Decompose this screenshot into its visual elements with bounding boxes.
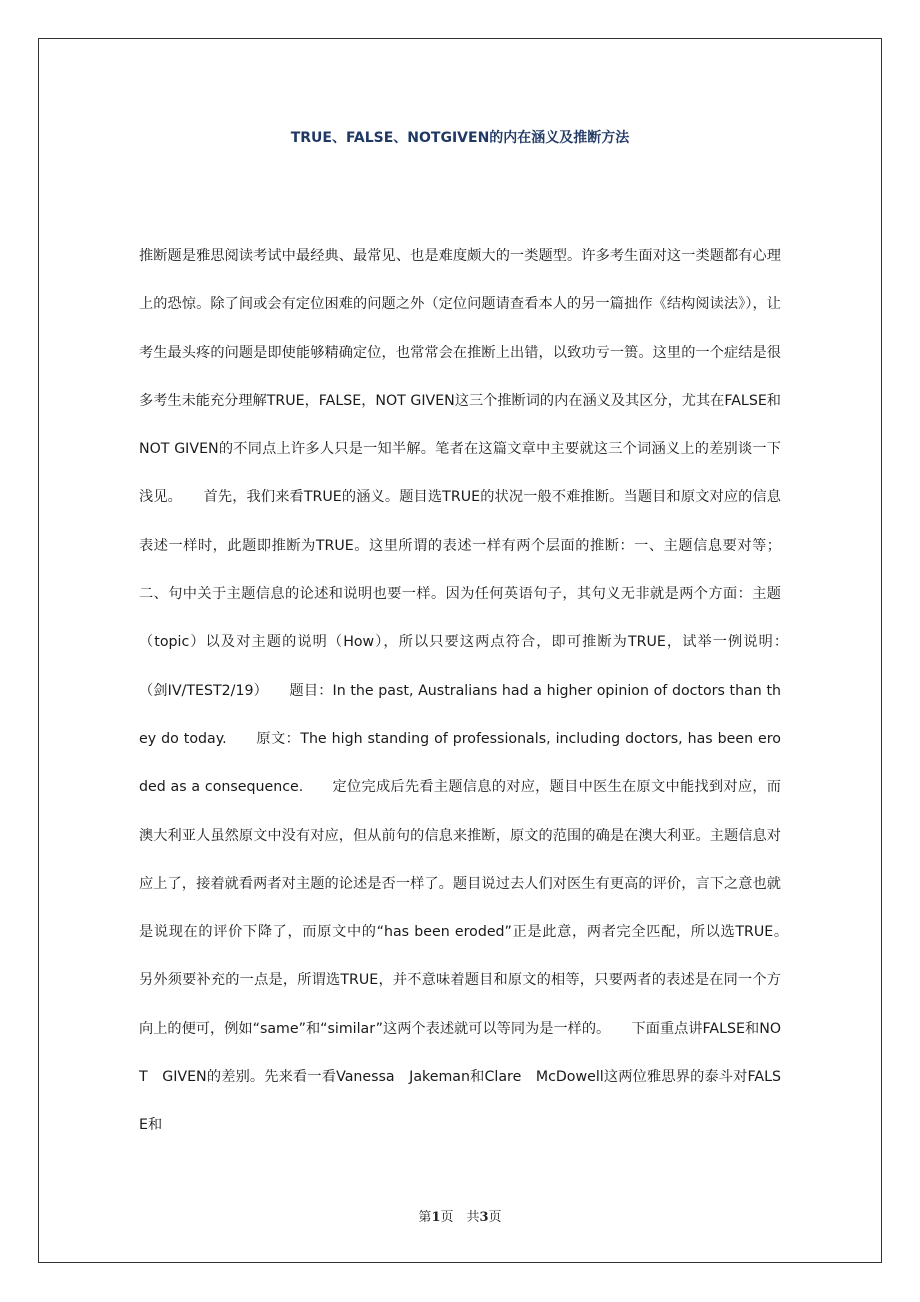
document-body: 推断题是雅思阅读考试中最经典、最常见、也是难度颇大的一类题型。许多考生面对这一类题都有心理上的恐惊。除了间或会有定位困难的问题之外（定位问题请查看本人的另一篇拙作《结构阅读法》），让考生最头疼的问题是即使能够精确定位，也常常会在推断上出错，以致功亏一篑。这里的一个症结是很多考生未能充分理解TRUE，FALSE，NOT GIVEN这三个推断词的内在涵义及其区分，尤其在FALSE和NOT GIVEN的不同点上许多人只是一知半解。笔者在这篇文章中主要就这三个词涵义上的差别谈一下浅见。 首先，我们来看TRUE的涵义。题目选TRUE的状况一般不难推断。当题目和原文对应的信息表述一样时，此题即推断为TRUE。这里所谓的表述一样有两个层面的推断：一、主题信息要对等；二、句中关于主题信息的论述和说明也要一样。因为任何英语句子，其句义无非就是两个方面：主题（topic）以及对主题的说明（How），所以只要这两点符合，即可推断为TRUE，试举一例说明： （剑IV/TEST2/19） 题目：In the past, Australians had a higher opinion of doctors than they do today. 原文：The high standing of professionals, including doctors, has been eroded as a consequence. 定位完成后先看主题信息的对应，题目中医生在原文中能找到对应，而澳大利亚人虽然原文中没有对应，但从前句的信息来推断，原文的范围的确是在澳大利亚。主题信息对应上了，接着就看两者对主题的论述是否一样了。题目说过去人们对医生有更高的评价，言下之意也就是说现在的评价下降了，而原文中的“has been eroded”正是此意，两者完全匹配，所以选TRUE。 另外须要补充的一点是，所谓选TRUE，并不意味着题目和原文的相等，只要两者的表述是在同一个方向上的便可，例如“same”和“similar”这两个表述就可以等同为是一样的。 下面重点讲FALSE和NOT GIVEN的差别。先来看一看Vanessa Jakeman和Clare McDowell这两位雅思界的泰斗对FALSE和 <box>139 248 810 1134</box>
page-footer <box>0 1206 920 1225</box>
footer-page-suffix: 页 共 <box>440 1210 480 1225</box>
footer-prefix: 第 <box>418 1210 432 1225</box>
footer-total-suffix: 页 <box>488 1210 502 1225</box>
footer-total-pages: 3 <box>479 1210 489 1225</box>
footer-page-number: 1 <box>431 1210 441 1225</box>
document-title: TRUE、FALSE、NOTGIVEN的内在涵义及推断方法 <box>290 130 630 147</box>
